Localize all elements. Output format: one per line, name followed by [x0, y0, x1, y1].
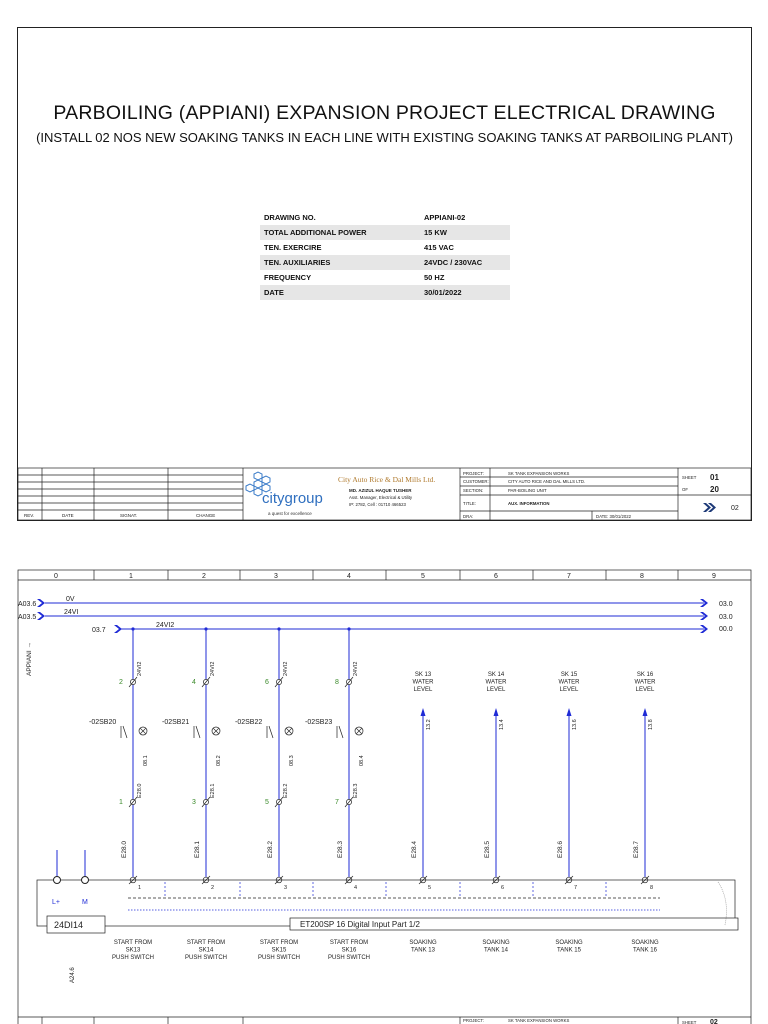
- wire-label: E28.0: [121, 841, 128, 858]
- switch-tag: -02SB20: [89, 719, 117, 726]
- wire-label: E28.3: [337, 841, 344, 858]
- logo-tagline: a quest for excellence: [268, 511, 312, 516]
- input-caption: SOAKING TANK 14: [482, 940, 510, 954]
- column-number: 0: [54, 573, 58, 580]
- column-number: 7: [567, 573, 571, 580]
- wire-label: E28.1: [210, 783, 216, 798]
- breaker-number: 5: [265, 799, 269, 806]
- wire-label: 24VI2: [353, 661, 359, 676]
- push-switch-circuit: [305, 627, 370, 961]
- breaker-number: 6: [265, 679, 269, 686]
- info-value: 50 HZ: [424, 273, 445, 282]
- m-label: M: [82, 899, 88, 906]
- sheet-label: SHEET: [682, 475, 697, 480]
- wire-label: E28.2: [283, 783, 289, 798]
- lamp-ref: 08.3: [289, 755, 295, 766]
- engineer-role: Asst. Manager, Electrical & Utility: [349, 495, 413, 500]
- info-key: FREQUENCY: [264, 273, 312, 282]
- level-ref: 13.2: [426, 719, 432, 730]
- info-key: TEN. EXERCIRE: [264, 243, 322, 252]
- input-caption: START FROM SK14 PUSH SWITCH: [185, 940, 227, 961]
- info-key: DATE: [260, 285, 420, 300]
- citygroup-logo: [246, 472, 323, 516]
- sheet-total: 20: [710, 485, 719, 494]
- rev-col: SIGNAT.: [120, 513, 138, 518]
- wire-label: E28.1: [194, 841, 201, 858]
- water-level-circuits: [409, 672, 659, 954]
- bottom-project-value: SK TANK EXPANSION WORKS: [508, 1018, 570, 1023]
- level-label: SK 13 WATER LEVEL: [412, 672, 434, 693]
- water-level-circuit: [555, 672, 583, 954]
- wire-label: E28.7: [633, 841, 640, 858]
- water-level-circuit: [409, 672, 437, 954]
- terminal-number: 6: [501, 885, 505, 891]
- lamp-ref: 08.4: [359, 755, 365, 766]
- rail-ref: A03.5: [18, 614, 37, 621]
- rail-ref: A03.6: [18, 601, 37, 608]
- rail-end-ref: 03.0: [719, 601, 733, 608]
- terminal-number: 4: [354, 885, 358, 891]
- rail-name: 24VI2: [156, 622, 175, 629]
- breaker-number: 2: [119, 679, 123, 686]
- level-label: SK 14 WATER LEVEL: [485, 672, 507, 693]
- rev-col: REV.: [24, 513, 35, 518]
- wire-label: 24VI2: [283, 661, 289, 676]
- info-value: 24VDC / 230VAC: [420, 255, 510, 270]
- column-number: 6: [494, 573, 498, 580]
- level-ref: 13.6: [572, 719, 578, 730]
- push-switch-circuit: [162, 627, 227, 961]
- level-label: SK 16 WATER LEVEL: [634, 672, 656, 693]
- field-value: SK TANK EXPANSION WORKS: [508, 471, 570, 476]
- level-label: SK 15 WATER LEVEL: [558, 672, 580, 693]
- info-key: TEN. AUXILIARIES: [260, 255, 420, 270]
- wire-label: E28.0: [137, 783, 143, 798]
- field-label: CUSTOMER:: [463, 479, 489, 484]
- push-switch-circuit: [89, 627, 154, 961]
- rail-name: 24VI: [64, 609, 79, 616]
- rail-ref: 03.7: [92, 627, 106, 634]
- wire-label: E28.5: [484, 841, 491, 858]
- rail-end-ref: 00.0: [719, 626, 733, 633]
- field-value: CITY AUTO RICE AND DAL MILLS LTD.: [508, 479, 586, 484]
- column-number: 3: [274, 573, 278, 580]
- bottom-title-block: [18, 1017, 751, 1024]
- info-value: 415 VAC: [424, 243, 454, 252]
- engineer-contact: IP: 2782, Cell : 01710 466523: [349, 502, 406, 507]
- column-number: 5: [421, 573, 425, 580]
- input-caption: SOAKING TANK 13: [409, 940, 437, 954]
- terminal-number: 8: [650, 885, 654, 891]
- column-number: 1: [129, 573, 133, 580]
- bottom-ref: A24.6: [70, 967, 76, 983]
- drawing-subtitle: (INSTALL 02 NOS NEW SOAKING TANKS IN EACH LINE WITH EXISTING SOAKING TANKS AT PARBOILING PLANT): [36, 130, 733, 145]
- lplus-label: L+: [52, 899, 60, 906]
- drawing-title: PARBOILING (APPIANI) EXPANSION PROJECT ELECTRICAL DRAWING: [53, 102, 716, 124]
- bottom-sheet-number: 02: [710, 1019, 718, 1024]
- lamp-ref: 08.2: [216, 755, 222, 766]
- level-ref: 13.8: [648, 719, 654, 730]
- terminal-number: 5: [428, 885, 432, 891]
- power-rails: [45, 603, 704, 629]
- side-label: APPIANI →: [26, 642, 33, 676]
- input-caption: START FROM SK16 PUSH SWITCH: [328, 940, 370, 961]
- rev-col: CHANGE: [196, 513, 216, 518]
- company-name: City Auto Rice & Dal Mills Ltd.: [338, 475, 436, 484]
- column-number: 8: [640, 573, 644, 580]
- breaker-number: 3: [192, 799, 196, 806]
- engineer-name: MD. AZIZUL HAQUE TUSHER: [349, 488, 412, 493]
- rail-labels: [18, 596, 733, 634]
- bottom-project-label: PROJECT:: [463, 1018, 484, 1023]
- rev-col: DATE: [62, 513, 74, 518]
- breaker-number: 8: [335, 679, 339, 686]
- column-numbers: [54, 573, 716, 580]
- field-value: AUX. INFORMATION: [508, 501, 550, 506]
- sheet-number: 01: [710, 473, 719, 482]
- wire-label: 24VI2: [210, 661, 216, 676]
- terminal-number: 7: [574, 885, 578, 891]
- push-switch-circuits: [89, 627, 370, 961]
- next-page-number: 02: [731, 505, 739, 512]
- info-value: 15 KW: [420, 225, 510, 240]
- info-key: TOTAL ADDITIONAL POWER: [260, 225, 420, 240]
- column-number: 9: [712, 573, 716, 580]
- input-caption: START FROM SK13 PUSH SWITCH: [112, 940, 154, 961]
- wire-label: E28.4: [411, 841, 418, 858]
- breaker-number: 1: [119, 799, 123, 806]
- rail-end-ref: 03.0: [719, 614, 733, 621]
- level-ref: 13.4: [499, 719, 505, 730]
- of-label: OF: [682, 487, 688, 492]
- field-label: PROJECT:: [463, 471, 484, 476]
- input-caption: SOAKING TANK 15: [555, 940, 583, 954]
- terminal-number: 1: [138, 885, 142, 891]
- next-page-icon[interactable]: [703, 503, 716, 512]
- field-label: TITLE:: [463, 501, 476, 506]
- rail-name: 0V: [66, 596, 75, 603]
- logo-wordmark: citygroup: [262, 490, 323, 507]
- switch-tag: -02SB21: [162, 719, 190, 726]
- field-label: SECTION:: [463, 488, 484, 493]
- supply-terminals: [54, 850, 89, 884]
- water-level-circuit: [482, 672, 510, 954]
- breaker-number: 4: [192, 679, 196, 686]
- module-name: 24DI14: [54, 920, 84, 930]
- wire-label: E28.3: [353, 783, 359, 798]
- lamp-ref: 08.1: [143, 755, 149, 766]
- push-switch-circuit: [235, 627, 300, 961]
- bottom-sheet-label: SHEET: [682, 1020, 697, 1024]
- column-number: 4: [347, 573, 351, 580]
- switch-tag: -02SB22: [235, 719, 263, 726]
- info-value: APPIANI-02: [424, 213, 466, 222]
- water-level-circuit: [631, 672, 659, 954]
- breaker-number: 7: [335, 799, 339, 806]
- switch-tag: -02SB23: [305, 719, 333, 726]
- info-value: 30/01/2022: [420, 285, 510, 300]
- input-caption: SOAKING TANK 16: [631, 940, 659, 954]
- field-value: DATE: 30/01/2022: [596, 514, 632, 519]
- revision-headers: [24, 513, 215, 518]
- wire-label: E28.6: [557, 841, 564, 858]
- field-value: PAR-BOILING UNIT: [508, 488, 547, 493]
- terminal-number: 3: [284, 885, 288, 891]
- module-description: ET200SP 16 Digital Input Part 1/2: [300, 920, 420, 929]
- input-caption: START FROM SK15 PUSH SWITCH: [258, 940, 300, 961]
- wire-label: E28.2: [267, 841, 274, 858]
- terminal-number: 2: [211, 885, 215, 891]
- info-key: DRAWING NO.: [264, 213, 316, 222]
- wire-label: 24VI2: [137, 661, 143, 676]
- field-label: DRA:: [463, 514, 474, 519]
- column-number: 2: [202, 573, 206, 580]
